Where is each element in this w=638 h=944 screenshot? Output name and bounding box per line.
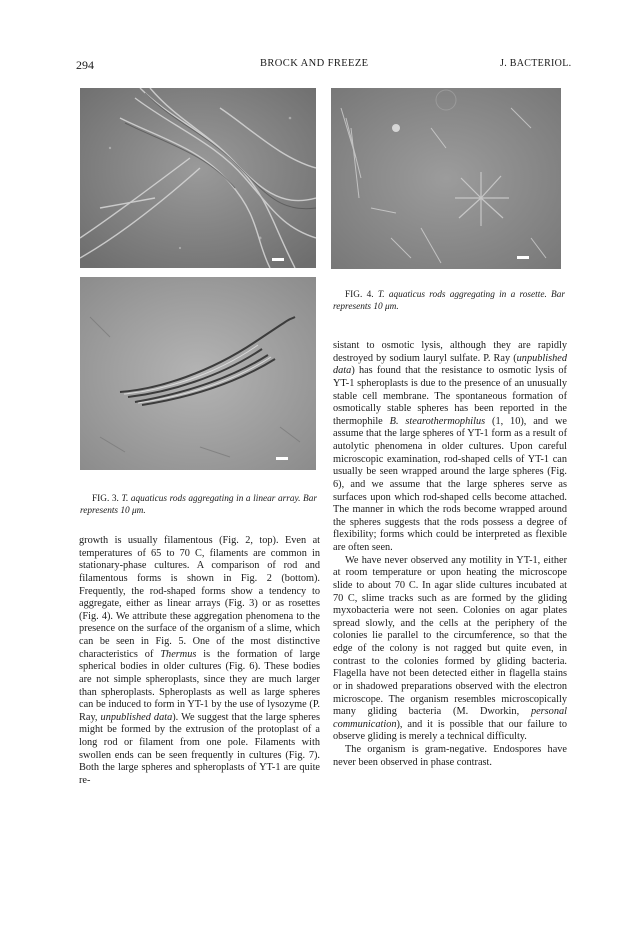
right-paragraph-1 [333,340,567,555]
text-run: sistant to osmotic lysis, although they are rapidly destroyed by sodium lauryl sulfate. P. Ray ( [333,340,567,364]
text-run: (1, 10), and we assume that the large spheres of YT-1 form as a result of autolytic phenomena in older cultures. Upon careful microscopic examination, rod-shaped cells of YT-1 can usually be seen wrapped around the large spheres (Fig. 6), and we assume that the large spheres serve as surfaces upon which rod-shaped cells become attached. The manner in which the rods become wrapped around the spheres suggests that the rods possess a degree of flexibility; forms which could be interpreted as flexible are often seen. [333,415,567,553]
text-run: ) has found that the resistance to osmotic lysis of YT-1 spheroplasts is due to the presence of an unusually stable cell membrane. The spontaneous formation of osmotically stable spheres has been reported in the thermophile [333,365,567,427]
left-text-column [79,535,320,788]
unpublished-data-note: unpublished data [100,711,173,723]
text-run: is the formation of large spherical bodies in older cultures (Fig. 6). These bodies are not simple spheroplasts, since they are much larger than spheroplasts. Spheroplasts as well as large spheres can be induced to form in YT-1 by the use of lysozyme (P. Ray, [79,648,320,723]
genus-name: Thermus [160,648,197,660]
text-run: ), and it is possible that our failure to observe gliding is merely a technical difficulty. [333,718,567,743]
species-name: B. stearothermophilus [389,415,486,427]
right-paragraph-3: The organism is gram-negative. Endospores have never been observed in phase contrast. [333,744,567,768]
text-run: We have never observed any motility in YT-1, either at room temperature or upon heating the microscope slide to about 70 C. In agar slide cultures incubated at 70 C, slime tracks such as are formed by the gliding myxobacteria were not seen. Colonies on agar plates spread slowly, and the cells at the periphery of the colonies lie parallel to the circumference, so that the edge of the colony is not ragged but quite even, in contrast to the colonies formed by gliding bacteria. Flagella have not been detected either in flagella stains or in shadowed preparations observed with the electron microscope. The organism resembles microscopically many gliding bacteria (M. Dworkin, [333,554,567,718]
personal-communication-note: personal communication [333,706,567,730]
figure-4-micrograph [331,88,561,269]
figure-3-caption [80,494,317,517]
figure-3-micrograph [80,277,316,470]
unpublished-data-note: unpublished data [333,352,567,377]
figure-2-micrograph [80,88,316,268]
figure-3-label: FIG. 3. [92,494,119,504]
running-header [0,58,638,74]
left-paragraph-1 [79,535,320,788]
figure-4-label: FIG. 4. [345,290,374,300]
figure-4-caption [333,290,565,313]
page-number: 294 [76,58,94,72]
running-title: BROCK AND FREEZE [260,58,369,69]
text-run: growth is usually filamentous (Fig. 2, top). Even at temperatures of 65 to 70 C, filaments are common in stationary-phase cultures. A comparison of rod and filamentous forms is shown in Fig. 2 (bottom). Frequently, the rod-shaped forms show a tendency to aggregate, either as linear arrays (Fig. 3) or as rosettes (Fig. 4). We attribute these aggregation phenomena to the presence on the surface of the organism of a slime, which can be seen in Fig. 5. One of the most distinctive characteristics of [79,535,320,660]
right-text-column [333,340,567,769]
figure-3-caption-text: T. aquaticus rods aggregating in a linear array. Bar represents 10 μm. [80,494,317,516]
figure-4-caption-text: T. aquaticus rods aggregating in a rosette. Bar represents 10 μm. [333,290,565,312]
right-paragraph-2 [333,555,567,744]
journal-name: J. BACTERIOL. [500,58,572,69]
text-run: ). We suggest that the large spheres might be formed by the extrusion of the protoplast of a long rod or filament from one pole. Filaments with swollen ends can be seen frequently in cultures (Fig. 7). Both the large spheres and spheroplasts of YT-1 are quite re- [79,711,320,786]
